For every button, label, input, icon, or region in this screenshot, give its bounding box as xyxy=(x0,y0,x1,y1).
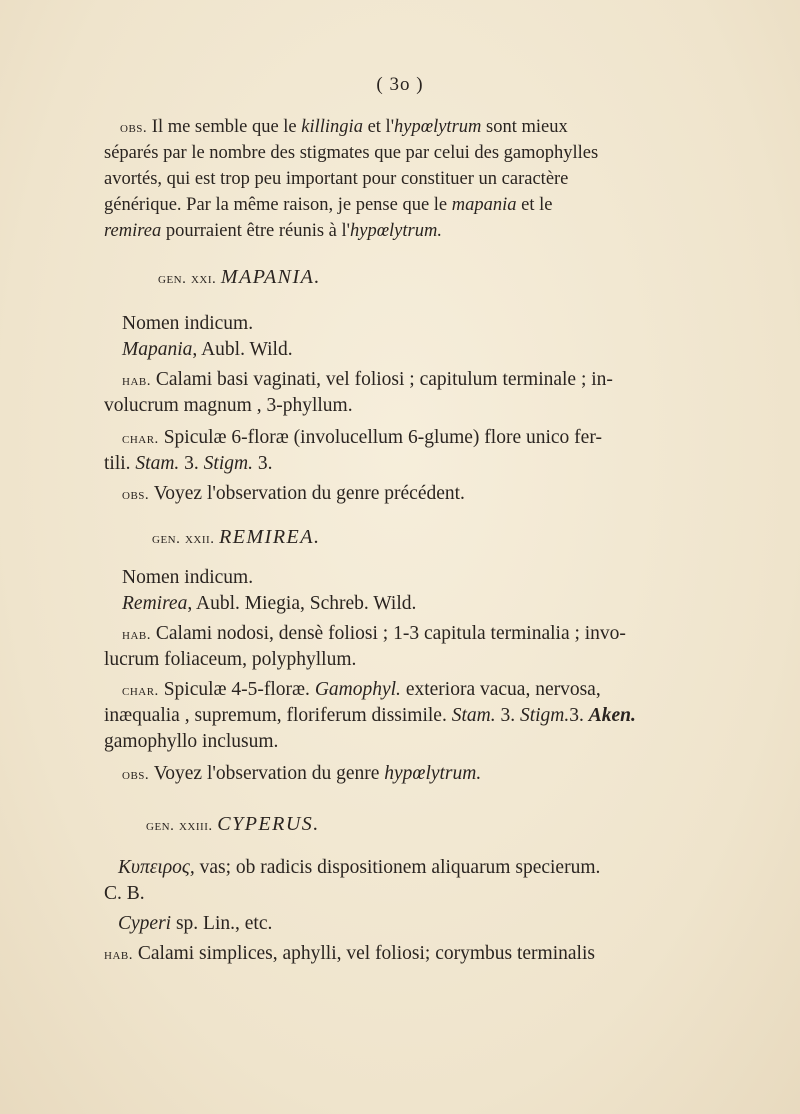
genus-heading-remirea: gen. xxii. REMIREA. xyxy=(152,526,321,548)
mapania-hab-line-2: volucrum magnum , 3-phyllum. xyxy=(104,395,353,416)
genus-heading-cyperus: gen. xxiii. CYPERUS. xyxy=(146,813,320,835)
cyperus-synonym: Cyperi sp. Lin., etc. xyxy=(118,913,273,934)
obs-line-3: avortés, qui est trop peu important pour constituer un caractère xyxy=(104,169,569,189)
obs-line-1: obs. Il me semble que le killingia et l'hypœlytrum sont mieux xyxy=(120,117,568,137)
page-number: ( 3o ) xyxy=(376,74,424,95)
obs-line-5: remirea pourraient être réunis à l'hypœlytrum. xyxy=(104,221,442,241)
remirea-char-line-3: gamophyllo inclusum. xyxy=(104,731,279,752)
char-label: char. xyxy=(122,431,159,447)
genus-name: REMIREA. xyxy=(219,526,321,548)
obs-label: obs. xyxy=(122,487,150,503)
cyperus-hab: hab. Calami simplices, aphylli, vel foliosi; corymbus terminalis xyxy=(104,943,595,964)
remirea-obs: obs. Voyez l'observation du genre hypœlytrum. xyxy=(122,763,482,784)
genus-name: MAPANIA. xyxy=(220,266,321,288)
mapania-nomen: Nomen indicum. xyxy=(122,313,254,334)
remirea-hab-line-1: hab. Calami nodosi, densè foliosi ; 1-3 capitula terminalia ; invo- xyxy=(122,623,626,644)
char-label: char. xyxy=(122,683,159,699)
obs-line-4: générique. Par la même raison, je pense que le mapania et le xyxy=(104,195,553,215)
hab-label: hab. xyxy=(122,627,151,643)
mapania-obs: obs. Voyez l'observation du genre précédent. xyxy=(122,483,465,504)
cyperus-etymology: Κυπειρος, vas; ob radicis dispositionem aliquarum specierum. xyxy=(118,857,601,878)
mapania-synonym: Mapania, Aubl. Wild. xyxy=(122,339,293,360)
mapania-char-line-2: tili. Stam. 3. Stigm. 3. xyxy=(104,453,273,474)
hab-label: hab. xyxy=(104,947,133,963)
hab-label: hab. xyxy=(122,373,151,389)
cyperus-cb: C. B. xyxy=(104,883,145,904)
remirea-char-line-1: char. Spiculæ 4-5-floræ. Gamophyl. exteriora vacua, nervosa, xyxy=(122,679,601,700)
genus-name: CYPERUS. xyxy=(217,813,320,835)
obs-line-2: séparés par le nombre des stigmates que par celui des gamophylles xyxy=(104,143,599,163)
remirea-hab-line-2: lucrum foliaceum, polyphyllum. xyxy=(104,649,357,670)
remirea-char-line-2: inæqualia , supremum, floriferum dissimile. Stam. 3. Stigm.3. Aken. xyxy=(104,705,636,726)
remirea-synonym: Remirea, Aubl. Miegia, Schreb. Wild. xyxy=(122,593,417,614)
remirea-nomen: Nomen indicum. xyxy=(122,567,254,588)
mapania-char-line-1: char. Spiculæ 6-floræ (involucellum 6-glume) flore unico fer- xyxy=(122,427,602,448)
genus-heading-mapania: gen. xxi. MAPANIA. xyxy=(158,266,321,288)
obs-label: obs. xyxy=(122,767,150,783)
mapania-hab-line-1: hab. Calami basi vaginati, vel foliosi ; capitulum terminale ; in- xyxy=(122,369,613,390)
obs-label: obs. xyxy=(120,120,148,136)
